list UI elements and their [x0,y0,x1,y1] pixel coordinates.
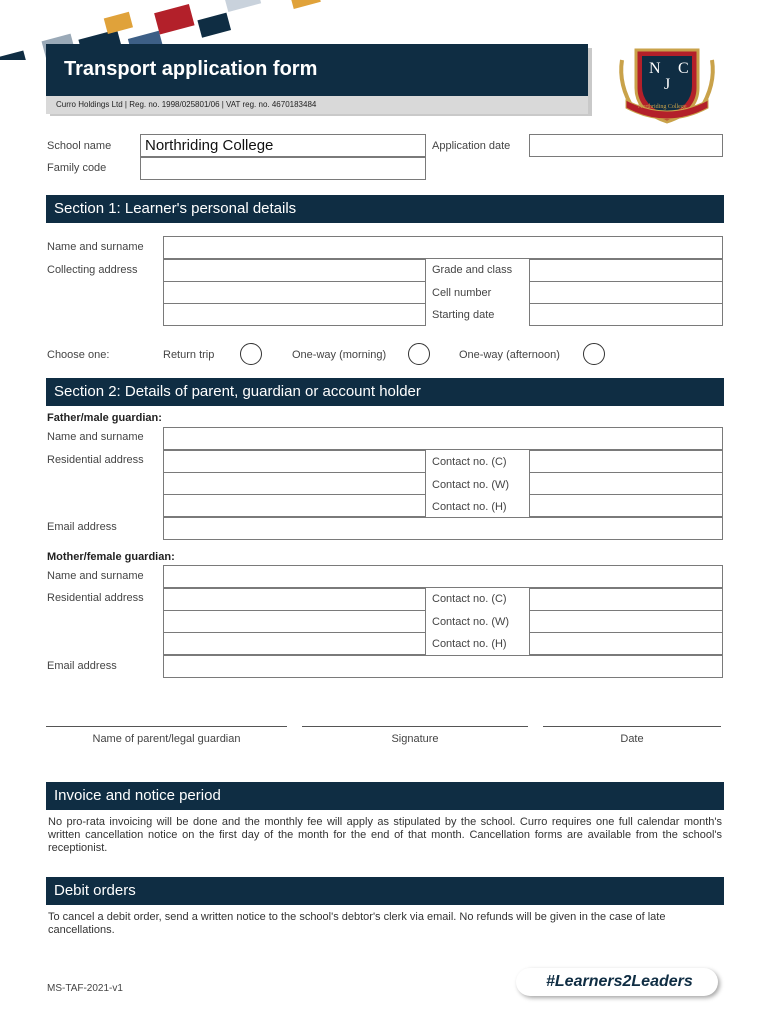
father-email-field[interactable] [163,517,723,540]
father-address-line-3[interactable] [163,494,426,517]
mother-address-line-2[interactable] [163,610,426,633]
father-name-field[interactable] [163,427,723,450]
application-date-field[interactable] [529,134,723,157]
application-date-label: Application date [432,140,511,152]
logo-letter-c: C [678,60,689,77]
mother-contact-c-label: Contact no. (C) [432,593,507,605]
father-contact-c-label: Contact no. (C) [432,456,507,468]
section2-header: Section 2: Details of parent, guardian or account holder [46,378,724,406]
mother-contact-h-label: Contact no. (H) [432,638,507,650]
father-address-line-1[interactable] [163,450,426,473]
option-oneway-morning-radio[interactable] [408,343,430,365]
mother-contact-w-field[interactable] [529,610,723,633]
mother-name-field[interactable] [163,565,723,588]
title-banner [46,44,588,96]
form-code: MS-TAF-2021-v1 [47,983,123,994]
choose-one-label: Choose one: [47,349,110,361]
date-line[interactable] [543,726,721,727]
father-contact-h-label: Contact no. (H) [432,501,507,513]
collecting-address-line-3[interactable] [163,303,426,326]
starting-date-field[interactable] [529,303,723,326]
option-oneway-afternoon-radio[interactable] [583,343,605,365]
father-name-label: Name and surname [47,431,144,443]
father-contact-w-label: Contact no. (W) [432,479,510,491]
father-contact-c-field[interactable] [529,450,723,473]
mother-email-field[interactable] [163,655,723,678]
cell-number-label: Cell number [432,287,492,299]
grade-class-field[interactable] [529,259,723,282]
mother-contact-h-field[interactable] [529,632,723,655]
logo-letter-n: N [649,60,661,77]
invoice-text: No pro-rata invoicing will be done and the monthly fee will apply as stipulated by the school. Curro requires one full calendar month's written cancellation notice on the first day of the month for the end of that month. Cancellation forms are available from the school's receptionist. [48,816,722,854]
section1-header: Section 1: Learner's personal details [46,195,724,223]
page-title: Transport application form [64,58,318,80]
parent-name-caption: Name of parent/legal guardian [92,733,241,745]
option-oneway-afternoon-label: One-way (afternoon) [459,349,560,361]
school-name-label: School name [47,140,112,152]
mother-address-line-1[interactable] [163,588,426,611]
mother-contact-w-label: Contact no. (W) [432,616,510,628]
signature-line[interactable] [302,726,528,727]
family-code-field[interactable] [140,157,426,180]
mother-contact-c-field[interactable] [529,588,723,611]
family-code-label: Family code [47,162,107,174]
school-name-value: Northriding College [145,137,274,154]
grade-class-label: Grade and class [432,264,513,276]
school-name-field[interactable] [140,134,426,157]
signature-caption: Signature [391,733,439,745]
option-return-trip-radio[interactable] [240,343,262,365]
mother-email-label: Email address [47,660,117,672]
hashtag-text: #Learners2Leaders [546,973,693,990]
father-contact-h-field[interactable] [529,494,723,517]
logo-letter-j: J [664,76,671,93]
debit-header: Debit orders [46,877,724,905]
father-email-label: Email address [47,521,117,533]
father-contact-w-field[interactable] [529,472,723,495]
school-logo [614,40,720,126]
starting-date-label: Starting date [432,309,495,321]
mother-heading: Mother/female guardian: [47,551,175,563]
collecting-address-line-2[interactable] [163,281,426,304]
invoice-header: Invoice and notice period [46,782,724,810]
logo-banner-text: Northriding College [638,104,687,110]
mother-address-line-3[interactable] [163,632,426,655]
hashtag-badge [516,968,718,996]
father-heading: Father/male guardian: [47,412,162,424]
company-registration-line: Curro Holdings Ltd | Reg. no. 1998/025801/06 | VAT reg. no. 4670183484 [46,96,588,114]
collecting-address-line-1[interactable] [163,259,426,282]
collecting-address-label: Collecting address [47,264,138,276]
learner-name-field[interactable] [163,236,723,259]
option-return-trip-label: Return trip [163,349,215,361]
option-oneway-morning-label: One-way (morning) [292,349,387,361]
father-address-label: Residential address [47,454,144,466]
father-address-line-2[interactable] [163,472,426,495]
date-caption: Date [620,733,644,745]
cell-number-field[interactable] [529,281,723,304]
mother-name-label: Name and surname [47,570,144,582]
parent-name-line[interactable] [46,726,287,727]
learner-name-label: Name and surname [47,241,144,253]
debit-text: To cancel a debit order, send a written notice to the school's debtor's clerk via email. No refunds will be given in the case of late cancellations. [48,911,666,936]
mother-address-label: Residential address [47,592,144,604]
